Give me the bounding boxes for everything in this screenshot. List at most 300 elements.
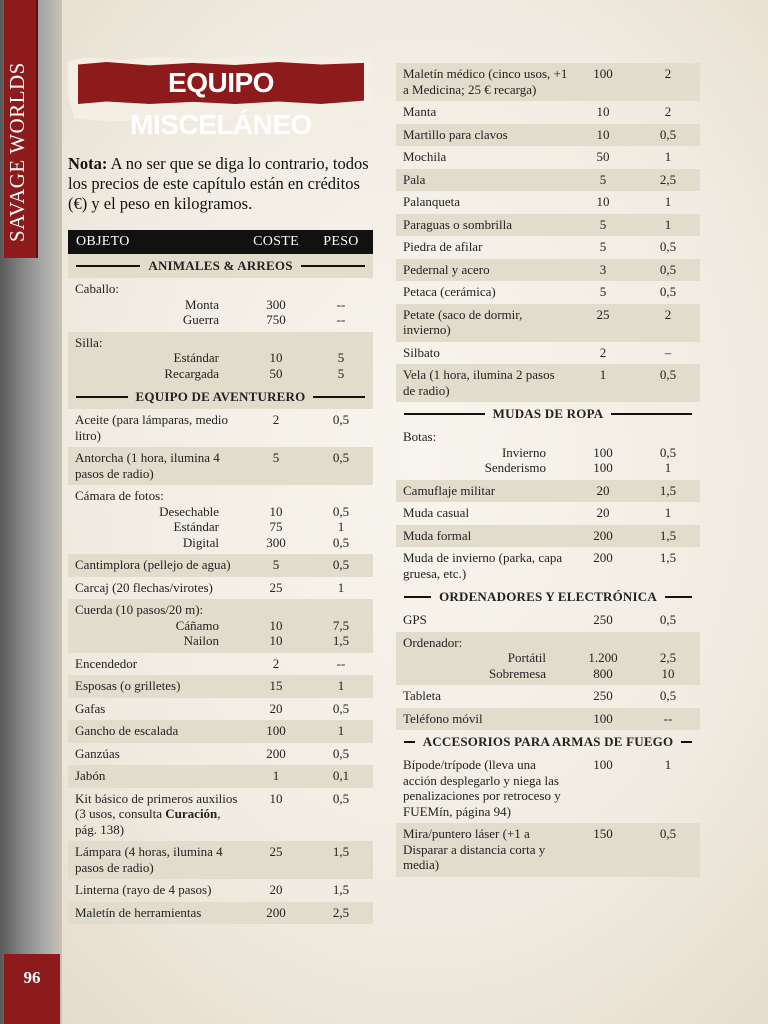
item-name-text: Muda de invierno (parka, capa gruesa, etc.) — [403, 550, 563, 581]
item-name-text: Muda casual — [403, 505, 470, 520]
sub-weight: 10 — [661, 665, 675, 681]
table-row — [396, 63, 700, 101]
item-name-text: Encendedor — [75, 655, 138, 671]
item-row — [396, 502, 700, 525]
sub-weight: 0,5 — [332, 503, 350, 519]
sub-row — [68, 297, 373, 313]
sub-cost: 800 — [593, 665, 613, 681]
section-rule — [404, 741, 415, 743]
item-name-text: Gancho de escalada — [75, 723, 179, 738]
sub-name: Recargada — [164, 365, 219, 381]
table-row — [68, 765, 373, 788]
item-name-text: Paraguas o sombrilla — [403, 216, 513, 232]
section-rule — [76, 396, 128, 398]
item-row — [396, 609, 700, 632]
item-cost: 200 — [266, 745, 286, 761]
item-cost: 25 — [269, 579, 283, 595]
item-weight: – — [664, 344, 672, 360]
item-weight: 1,5 — [332, 882, 350, 897]
table-row — [68, 841, 373, 879]
sub-weight: 0,5 — [332, 534, 350, 550]
item-name — [68, 488, 243, 504]
item-weight: 2 — [664, 66, 672, 81]
item-cost: 15 — [269, 678, 283, 693]
item-name — [396, 429, 570, 445]
table-row — [396, 632, 700, 686]
item-weight: 1,5 — [659, 550, 677, 565]
item-cost: 5 — [272, 450, 280, 465]
item-name — [68, 335, 243, 351]
table-row — [68, 675, 373, 698]
table-row — [68, 653, 373, 676]
header-weight: PESO — [323, 234, 359, 249]
item-name-text: Palanqueta — [403, 194, 461, 209]
item-name-text: Tableta — [403, 688, 442, 703]
table-row — [396, 342, 700, 365]
table-row — [396, 823, 700, 877]
item-name — [396, 757, 570, 819]
sub-cost: 300 — [266, 534, 286, 550]
sub-weight: 2,5 — [659, 650, 677, 665]
table-row — [396, 502, 700, 525]
item-name-text: GPS — [403, 612, 427, 627]
table-row — [68, 698, 373, 721]
table-row — [396, 547, 700, 585]
item-name — [396, 826, 570, 873]
table-row — [396, 708, 700, 731]
item-weight — [636, 429, 700, 445]
item-weight — [636, 635, 700, 651]
item-cost: 200 — [266, 904, 286, 920]
item-row — [396, 525, 700, 548]
item-name-text: Silbato — [403, 344, 440, 360]
sub-name: Monta — [185, 296, 219, 312]
item-row — [396, 259, 700, 282]
item-name — [68, 768, 243, 784]
item-row — [68, 485, 373, 554]
section-rule — [301, 265, 365, 267]
sub-row — [396, 460, 700, 476]
item-row — [68, 332, 373, 386]
item-row — [396, 426, 700, 480]
item-name-text: Manta — [403, 104, 437, 119]
item-weight: 1 — [664, 757, 672, 772]
section-header — [396, 402, 700, 426]
item-weight: 0,5 — [332, 745, 350, 761]
item-name — [396, 284, 570, 300]
item-name — [396, 194, 570, 210]
item-weight: 0,5 — [659, 284, 677, 299]
item-cost: 3 — [599, 261, 607, 277]
item-row — [68, 675, 373, 698]
item-name-text: Kit básico de primeros auxilios (3 usos, consulta — [75, 790, 238, 821]
item-name — [68, 580, 243, 596]
item-weight: 0,5 — [332, 412, 350, 427]
item-row — [396, 169, 700, 192]
item-name-text: Antorcha (1 hora, ilumina 4 pasos de radio) — [75, 450, 220, 481]
item-weight: 0,5 — [659, 612, 677, 627]
item-name — [396, 345, 570, 361]
section-header — [396, 730, 700, 754]
item-cost — [570, 635, 636, 651]
item-row — [68, 788, 373, 842]
item-cost: 10 — [596, 126, 610, 142]
sub-row — [396, 666, 700, 682]
sub-rows — [68, 618, 373, 649]
sub-rows — [68, 297, 373, 328]
item-name — [68, 602, 243, 618]
item-name-text: Vela (1 hora, ilumina 2 pasos de radio) — [403, 367, 555, 398]
item-name — [68, 844, 243, 875]
sub-name: Sobremesa — [488, 665, 546, 681]
item-weight: -- — [336, 655, 346, 671]
item-name — [396, 688, 570, 704]
item-weight: 0,5 — [659, 688, 677, 703]
sub-name: Estándar — [173, 350, 219, 365]
item-name-text: Jabón — [75, 768, 106, 783]
item-row — [396, 146, 700, 169]
item-name — [396, 217, 570, 233]
item-name-text: Pala — [403, 171, 426, 187]
item-name — [68, 882, 243, 898]
item-name — [68, 557, 243, 573]
table-row — [396, 525, 700, 548]
item-weight — [309, 602, 373, 618]
item-weight: 1 — [337, 723, 345, 738]
sub-rows — [68, 350, 373, 381]
item-name — [68, 791, 243, 838]
item-row — [68, 902, 373, 925]
item-cost: 5 — [599, 239, 607, 254]
item-cost: 20 — [596, 482, 610, 498]
item-weight: 1,5 — [659, 527, 677, 543]
item-row — [396, 63, 700, 101]
item-name — [396, 104, 570, 120]
item-name-text: Piedra de afilar — [403, 239, 483, 254]
sub-cost: 10 — [269, 350, 283, 365]
section-label: ACCESORIOS PARA ARMAS DE FUEGO — [422, 734, 674, 749]
item-name-text: Cantimplora (pellejo de agua) — [75, 557, 231, 572]
table-row — [396, 426, 700, 480]
page-number-tab — [4, 954, 60, 1024]
item-name — [68, 701, 243, 717]
header-cost: COSTE — [253, 234, 299, 249]
equipment-table-right — [396, 63, 700, 877]
item-row — [396, 754, 700, 823]
item-weight — [309, 335, 373, 351]
item-row — [396, 685, 700, 708]
sub-row — [68, 350, 373, 366]
table-row — [396, 304, 700, 342]
item-weight: 0,5 — [659, 239, 677, 254]
sub-name: Nailon — [183, 633, 219, 648]
item-row — [396, 236, 700, 259]
table-row — [396, 281, 700, 304]
table-row — [396, 101, 700, 124]
item-cost: 10 — [596, 104, 610, 119]
item-row — [68, 720, 373, 743]
item-name-text: Carcaj (20 flechas/virotes) — [75, 579, 213, 595]
item-name — [396, 367, 570, 398]
sub-weight: 7,5 — [332, 617, 350, 633]
item-weight: 2,5 — [332, 904, 350, 920]
item-weight: 2 — [664, 306, 672, 322]
section-label: ORDENADORES Y ELECTRÓNICA — [439, 589, 657, 604]
item-name — [396, 239, 570, 255]
item-weight: 1 — [337, 678, 345, 693]
item-cost: 25 — [269, 844, 283, 859]
note-text: A no ser que se diga lo contrario, todos los precios de este capítulo están en créditos (€) y el peso en kilogramos. — [68, 154, 369, 213]
item-cost: 50 — [596, 149, 610, 164]
item-cost — [570, 429, 636, 445]
item-cost: 2 — [272, 655, 280, 671]
table-row — [68, 332, 373, 386]
item-weight: 0,5 — [332, 450, 350, 465]
item-weight: 0,5 — [659, 126, 677, 142]
item-cost: 100 — [593, 757, 613, 772]
item-name-text: Botas: — [403, 429, 437, 444]
table-header — [68, 230, 373, 254]
sub-row — [68, 366, 373, 382]
side-label: SAVAGE WORLDS — [5, 62, 29, 242]
item-row — [396, 124, 700, 147]
sub-row — [396, 445, 700, 461]
item-row — [68, 841, 373, 879]
header-item: OBJETO — [76, 234, 130, 249]
item-name — [396, 307, 570, 338]
sub-name: Guerra — [182, 312, 219, 327]
sub-row — [68, 535, 373, 551]
item-weight: 2,5 — [659, 171, 677, 187]
item-cost: 5 — [599, 171, 607, 187]
table-row — [68, 720, 373, 743]
sub-weight: 5 — [337, 365, 345, 381]
item-name — [68, 412, 243, 443]
item-row — [68, 278, 373, 332]
sub-cost: 100 — [593, 444, 613, 460]
sub-name: Estándar — [173, 519, 219, 534]
table-row — [68, 554, 373, 577]
item-name — [396, 635, 570, 651]
section-rule — [76, 265, 140, 267]
item-row — [396, 823, 700, 877]
item-name — [396, 172, 570, 188]
table-row — [396, 609, 700, 632]
item-row — [68, 653, 373, 676]
item-row — [396, 547, 700, 585]
item-weight: 0,5 — [332, 557, 350, 572]
item-name — [396, 66, 570, 97]
item-name-text: Aceite (para lámparas, medio litro) — [75, 412, 229, 443]
sub-cost: 10 — [269, 503, 283, 519]
sub-row — [68, 504, 373, 520]
item-name — [68, 905, 243, 921]
item-cost: 150 — [593, 826, 613, 841]
item-cost: 5 — [599, 216, 607, 232]
item-weight: 1,5 — [659, 482, 677, 498]
item-cost — [243, 602, 309, 618]
table-row — [68, 902, 373, 925]
item-cost: 5 — [272, 557, 280, 572]
sub-rows — [68, 504, 373, 551]
item-row — [68, 765, 373, 788]
item-cost: 100 — [593, 66, 613, 81]
item-weight: 1,5 — [332, 844, 350, 859]
item-row — [396, 708, 700, 731]
sub-cost: 100 — [593, 460, 613, 475]
item-cost: 1 — [272, 768, 280, 783]
section-label: MUDAS DE ROPA — [492, 406, 604, 421]
sub-name: Digital — [182, 534, 219, 550]
item-weight: 1 — [664, 149, 672, 164]
item-weight: -- — [663, 710, 673, 726]
sub-rows — [396, 650, 700, 681]
sub-cost: 300 — [266, 296, 286, 312]
item-name — [68, 746, 243, 762]
item-row — [396, 214, 700, 237]
item-weight: 0,1 — [332, 768, 350, 783]
section-rule — [681, 741, 692, 743]
item-weight: 1 — [664, 505, 672, 520]
item-name — [396, 528, 570, 544]
table-row — [396, 191, 700, 214]
item-name — [396, 711, 570, 727]
section-rule — [611, 413, 692, 415]
item-name — [396, 149, 570, 165]
item-row — [68, 698, 373, 721]
item-name-text: Martillo para clavos — [403, 126, 508, 142]
sub-weight: 0,5 — [659, 444, 677, 460]
note-paragraph — [68, 154, 378, 214]
item-name-text: Petate (saco de dormir, invierno) — [403, 306, 523, 337]
sub-cost: 1.200 — [588, 650, 618, 665]
item-row — [68, 554, 373, 577]
item-row — [396, 480, 700, 503]
table-row — [396, 364, 700, 402]
sub-row — [68, 312, 373, 328]
item-row — [396, 281, 700, 304]
table-row — [396, 754, 700, 823]
item-row — [68, 577, 373, 600]
sub-name: Senderismo — [484, 460, 546, 475]
item-name-text: Mira/puntero láser (+1 a Disparar a distancia corta y media) — [403, 826, 546, 872]
sub-name: Invierno — [501, 444, 546, 460]
table-row — [396, 236, 700, 259]
item-name-text: Lámpara (4 horas, ilumina 4 pasos de radio) — [75, 844, 223, 875]
sub-cost: 10 — [269, 633, 283, 648]
table-row — [68, 879, 373, 902]
item-cost: 10 — [596, 194, 610, 209]
item-name — [396, 550, 570, 581]
sub-cost: 75 — [269, 519, 283, 534]
item-name-text: Bípode/trípode (lleva una acción desplegarlo y niega las penalizaciones por retroceso y FUEMín, página 94) — [403, 757, 561, 819]
item-name-text: Petaca (cerámica) — [403, 284, 496, 299]
item-name-text: Ordenador: — [403, 634, 463, 650]
table-row — [68, 577, 373, 600]
item-name-text: Teléfono móvil — [403, 710, 483, 726]
table-row — [68, 788, 373, 842]
note-label: Nota: — [68, 154, 108, 173]
sub-weight: 1 — [337, 519, 345, 534]
sub-cost: 50 — [269, 365, 283, 381]
table-row — [396, 480, 700, 503]
item-row — [396, 304, 700, 342]
item-name — [68, 678, 243, 694]
item-weight: 0,5 — [659, 261, 677, 277]
item-cost: 250 — [593, 612, 613, 627]
item-name-text: Mochila — [403, 149, 447, 164]
item-row — [396, 632, 700, 686]
item-name-text: Silla: — [75, 334, 103, 350]
item-cost: 5 — [599, 284, 607, 299]
table-row — [68, 278, 373, 332]
item-row — [68, 599, 373, 653]
item-name-text: Pedernal y acero — [403, 261, 490, 277]
table-row — [68, 409, 373, 447]
table-row — [396, 685, 700, 708]
table-row — [396, 214, 700, 237]
item-name-text: Gafas — [75, 700, 106, 716]
table-row — [68, 447, 373, 485]
item-name — [396, 612, 570, 628]
item-weight: 1 — [337, 579, 345, 595]
item-name — [68, 450, 243, 481]
section-rule — [404, 596, 431, 598]
sub-name: Cáñamo — [175, 617, 219, 633]
section-header — [68, 254, 373, 278]
item-name — [68, 281, 243, 297]
item-cost: 20 — [269, 700, 283, 716]
section-rule — [665, 596, 692, 598]
item-cost: 25 — [596, 306, 610, 322]
item-weight: 1 — [664, 216, 672, 232]
item-weight — [309, 281, 373, 297]
section-rule — [313, 396, 365, 398]
sub-rows — [396, 445, 700, 476]
item-cost: 200 — [593, 527, 613, 543]
table-row — [68, 599, 373, 653]
item-weight — [309, 488, 373, 504]
item-row — [68, 743, 373, 766]
item-row — [396, 364, 700, 402]
item-name-text: Muda formal — [403, 527, 472, 543]
item-cost: 20 — [269, 882, 283, 897]
item-name-text: Cámara de fotos: — [75, 488, 164, 503]
table-row — [68, 743, 373, 766]
table-row — [396, 259, 700, 282]
sub-row — [68, 633, 373, 649]
table-row — [396, 124, 700, 147]
item-cost: 200 — [593, 550, 613, 565]
item-name-text: Camuflaje militar — [403, 482, 496, 498]
item-name — [396, 505, 570, 521]
item-cost: 2 — [272, 412, 280, 427]
sub-row — [396, 650, 700, 666]
item-weight: 0,5 — [659, 367, 677, 382]
item-row — [396, 191, 700, 214]
section-label: ANIMALES & ARREOS — [148, 258, 293, 273]
item-cost: 1 — [599, 367, 607, 382]
item-name-tail: , pág. 138) — [75, 806, 221, 837]
item-row — [396, 342, 700, 365]
item-cost — [243, 335, 309, 351]
sub-cost: 750 — [266, 312, 286, 327]
sub-weight: 1 — [664, 460, 672, 475]
page-title: EQUIPO MISCELÁNEO — [130, 67, 312, 140]
equipment-table-left — [68, 230, 373, 924]
item-name-bold: Curación — [165, 806, 218, 821]
item-cost: 250 — [593, 688, 613, 703]
